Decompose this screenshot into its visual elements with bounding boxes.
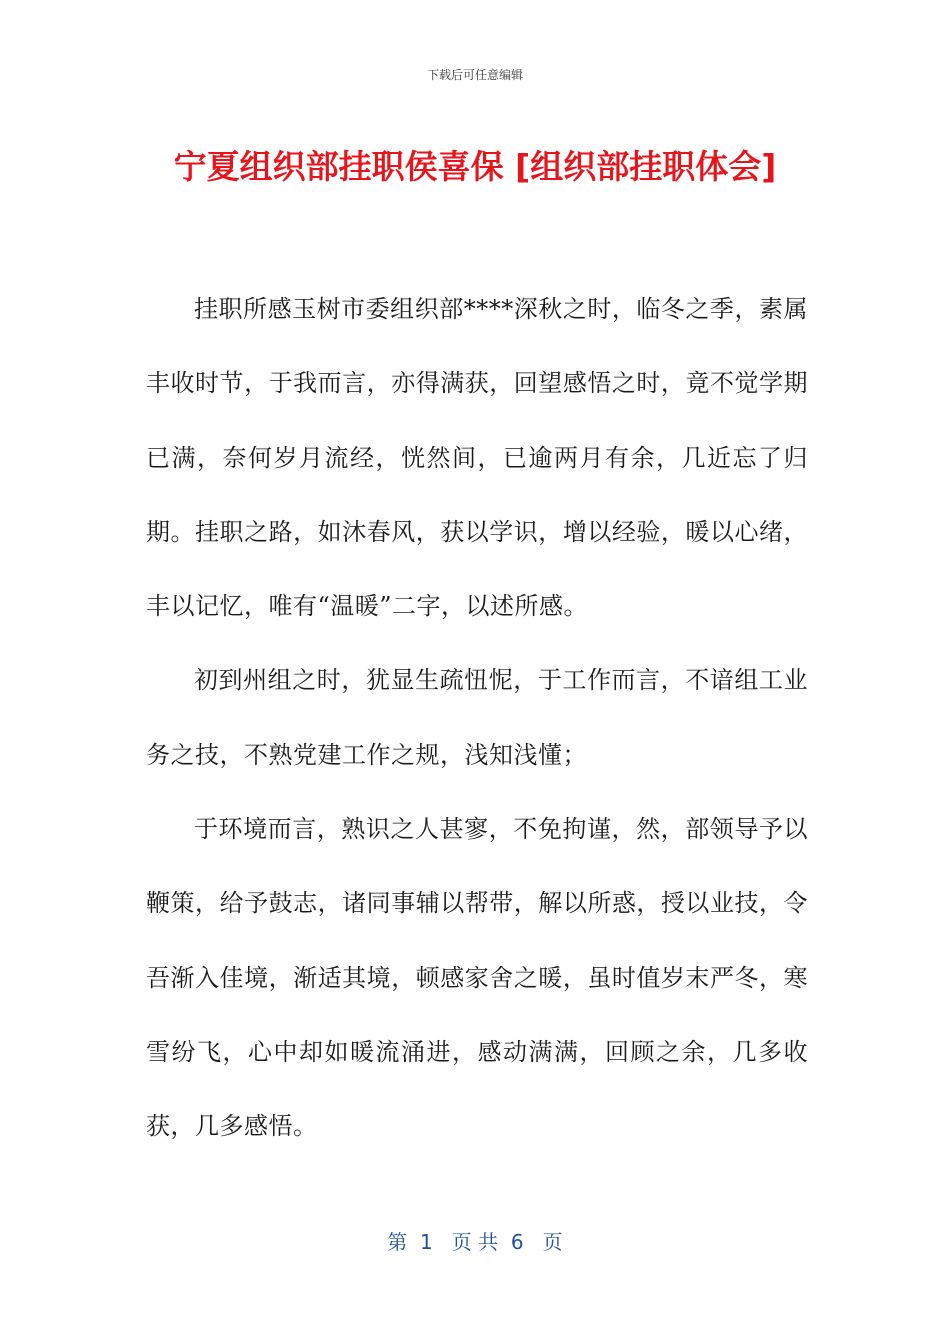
page-number-footer: 第 1 页 共 6 页 — [387, 1230, 563, 1254]
document-title: 宁夏组织部挂职侯喜保 [组织部挂职体会] — [173, 147, 777, 186]
header-note: 下载后可任意编辑 — [426, 68, 523, 82]
paragraph: 挂职所感玉树市委组织部****深秋之时，临冬之季，素属丰收时节，于我而言，亦得满获，回望感悟之时，竟不觉学期已满，奈何岁月流经，恍然间，已逾两月有余，几近忘了归期。挂职之路，如沐春风，获以学识，增以经验，暖以心绪，丰以记忆，唯有“温暖”二字，以述所感。 — [146, 295, 808, 621]
document-body — [146, 272, 808, 1164]
paragraph: 于环境而言，熟识之人甚寥，不免拘谨，然，部领导予以鞭策，给予鼓志，诸同事辅以帮带，解以所惑，授以业技，令吾渐入佳境，渐适其境，顿感家舍之暖，虽时值岁末严冬，寒雪纷飞，心中却如暖流涌进，感动满满，回顾之余，几多收获，几多感悟。 — [146, 815, 808, 1141]
paragraph: 初到州组之时，犹显生疏忸怩，于工作而言，不谙组工业务之技，不熟党建工作之规，浅知浅懂； — [146, 666, 808, 769]
